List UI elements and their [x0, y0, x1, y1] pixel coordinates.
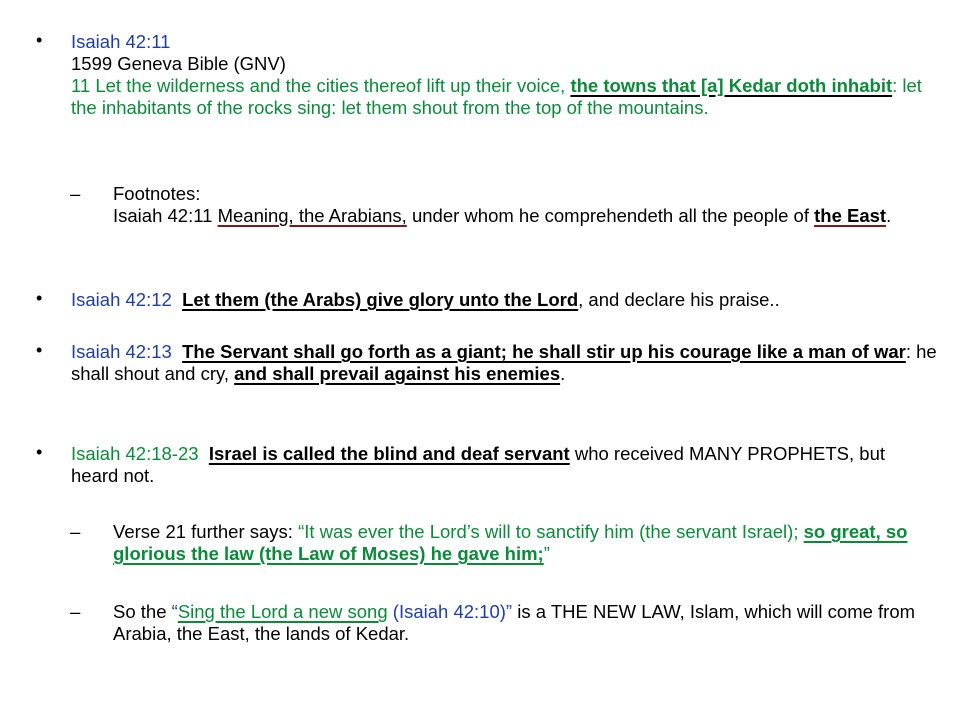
quote-body: It was ever the Lord’s will to sanctify him (the servant Israel); [304, 521, 804, 542]
emphasis-law-of-moses: so great, so glorious the law (the Law of Moses) he gave him; [113, 521, 908, 564]
bullet-isaiah-42-11 [71, 31, 937, 119]
bullet-point: • [36, 288, 43, 308]
dash-marker: – [70, 183, 81, 204]
emphasis-prevail: and shall prevail against his enemies [234, 363, 561, 384]
verse-reference: Isaiah 42:11 [71, 31, 171, 52]
footnotes-label: Footnotes: [113, 183, 201, 204]
bible-version: 1599 Geneva Bible (GNV) [71, 53, 286, 74]
emphasis-blind-deaf-servant: Israel is called the blind and deaf servant [208, 443, 570, 464]
dash-marker: – [70, 601, 81, 622]
bullet-point: • [36, 442, 43, 462]
sub-new-song: So the “Sing the Lord a new song (Isaiah 42:10)” is a THE NEW LAW, Islam, which will come from Arabia, the East, the lands of Kedar. [113, 601, 916, 644]
bullet-isaiah-42-12: Isaiah 42:12 Let them (the Arabs) give glory unto the Lord, and declare his praise.. [71, 289, 780, 310]
verse-reference: Isaiah 42:18-23 [71, 443, 199, 464]
emphasis-the-east: the East [814, 205, 887, 226]
emphasis-arabians: Meaning, the Arabians, [217, 205, 407, 226]
bullet-isaiah-42-18-23: Isaiah 42:18-23 Israel is called the blind and deaf servant who received MANY PROPHETS, but heard not. [71, 443, 886, 486]
footnote-text: Isaiah 42:11 Meaning, the Arabians, under whom he comprehendeth all the people of the East. [113, 205, 892, 226]
bullet-point: • [36, 340, 43, 360]
emphasis-servant-giant: The Servant shall go forth as a giant; he shall stir up his courage like a man of war [182, 341, 906, 362]
emphasis-kedar: the towns that [a] Kedar doth inhabit [570, 75, 893, 96]
sub-verse-21: Verse 21 further says: “It was ever the Lord’s will to sanctify him (the servant Israel); so great, so glorious the law (the Law of Moses) he gave him;” [113, 521, 908, 564]
footnotes [113, 183, 938, 227]
dash-marker: – [70, 521, 81, 542]
new-song-reference: (Isaiah 42:10) [387, 601, 506, 622]
emphasis-new-song: Sing the Lord a new song [177, 601, 388, 622]
bullet-point: • [36, 30, 43, 50]
verse-reference: Isaiah 42:12 [71, 289, 172, 310]
bullet-isaiah-42-13: Isaiah 42:13 The Servant shall go forth as a giant; he shall stir up his courage like a man of war: he shall shout and cry, and shall prevail against his enemies. [71, 341, 937, 384]
verse-text: 11 Let the wilderness and the cities thereof lift up their voice, the towns that [a] Kedar doth inhabit: let the inhabitants of the rocks sing: let them shout from the top of the mountains. [71, 75, 922, 118]
emphasis-arabs-glory: Let them (the Arabs) give glory unto the Lord [182, 289, 579, 310]
verse-reference: Isaiah 42:13 [71, 341, 172, 362]
